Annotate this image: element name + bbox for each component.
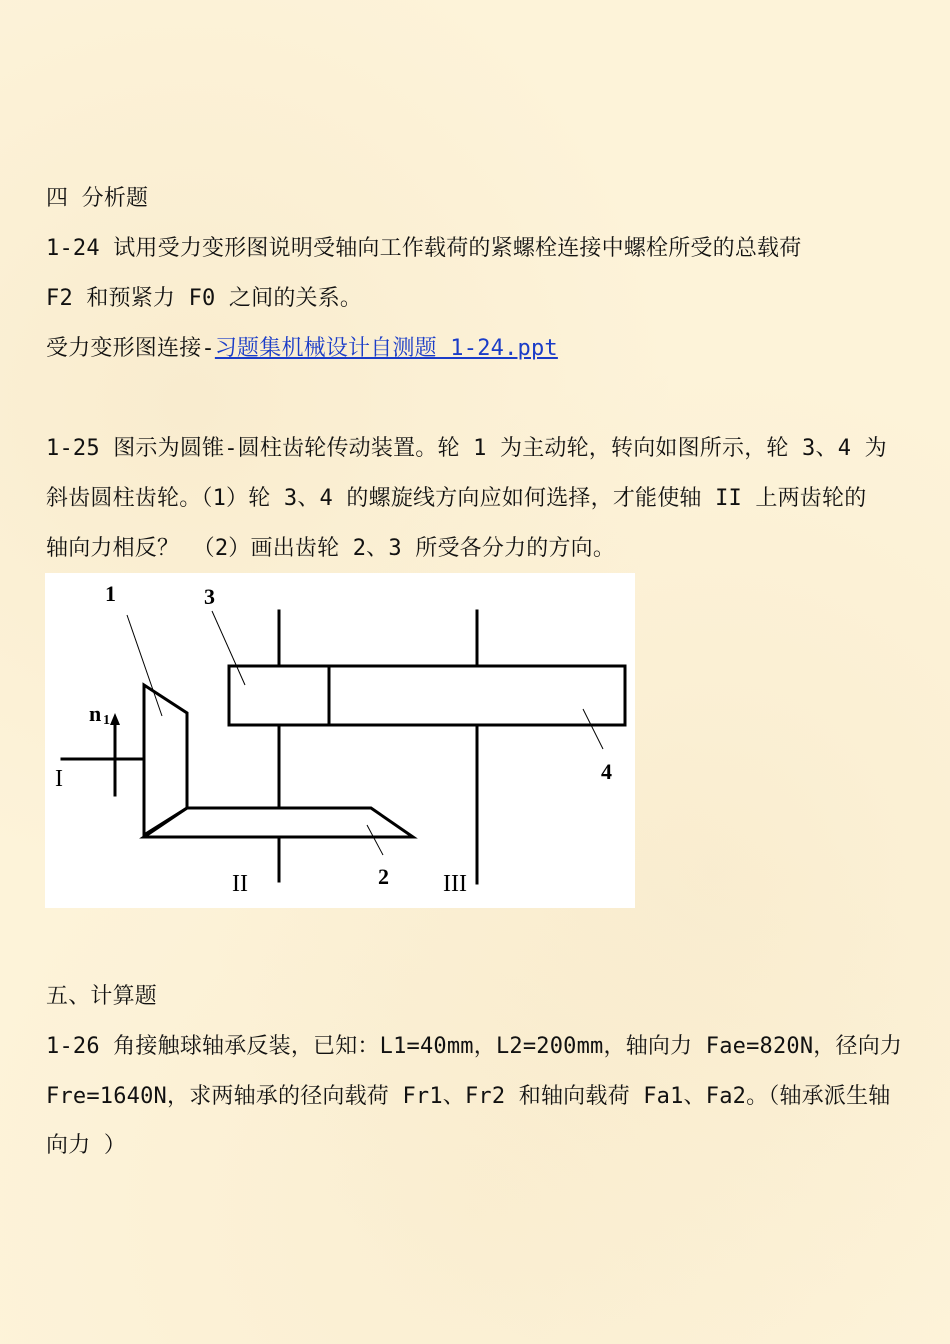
question-1-24-link-line <box>46 334 916 364</box>
question-1-24-line-2: F2 和预紧力 F0 之间的关系。 <box>46 286 363 311</box>
label-gear-4: 4 <box>601 759 612 784</box>
question-1-24-line-1: 1-24 试用受力变形图说明受轴向工作载荷的紧螺栓连接中螺栓所受的总载荷 <box>46 236 802 261</box>
question-1-25-line-3: 轴向力相反？ （2）画出齿轮 2、3 所受各分力的方向。 <box>46 536 616 561</box>
question-1-25-line-2: 斜齿圆柱齿轮。（1）轮 3、4 的螺旋线方向应如何选择，才能使轴 II 上两齿轮的 <box>46 486 867 511</box>
gear-transmission-figure <box>45 573 635 908</box>
section-5-heading: 五、计算题 <box>46 984 158 1009</box>
gear-3-body <box>229 666 329 725</box>
label-shaft-1: I <box>55 766 63 792</box>
label-shaft-2: II <box>232 871 248 897</box>
label-shaft-3: III <box>443 871 467 897</box>
gear-diagram <box>45 573 635 908</box>
question-1-26-line-2: Fre=1640N，求两轴承的径向载荷 Fr1、Fr2 和轴向载荷 Fa1、Fa2。（轴承派生轴 <box>46 1084 891 1109</box>
bevel-gear-2 <box>144 808 413 837</box>
ppt-link[interactable]: 习题集机械设计自测题 1-24.ppt <box>214 336 558 361</box>
label-gear-3: 3 <box>204 584 215 609</box>
gear-4-body <box>329 666 625 725</box>
question-1-25-line-1: 1-25 图示为圆锥-圆柱齿轮传动装置。轮 1 为主动轮，转向如图所示，轮 3、4 为 <box>46 436 887 461</box>
label-gear-1: 1 <box>105 581 116 606</box>
rotation-arrow-head <box>110 713 120 725</box>
leader-gear-4 <box>583 709 603 749</box>
label-gear-2: 2 <box>378 864 389 889</box>
label-n1-subscript: 1 <box>103 713 110 728</box>
link-prefix: 受力变形图连接- <box>46 336 215 361</box>
question-1-26-line-3: 向力 ） <box>46 1133 127 1158</box>
label-n1: n <box>89 701 102 726</box>
section-4-heading: 四 分析题 <box>46 186 149 211</box>
leader-gear-2 <box>367 825 383 855</box>
question-1-26-line-1: 1-26 角接触球轴承反装，已知：L1=40mm，L2=200mm，轴向力 Fae=820N，径向力 <box>46 1034 903 1059</box>
